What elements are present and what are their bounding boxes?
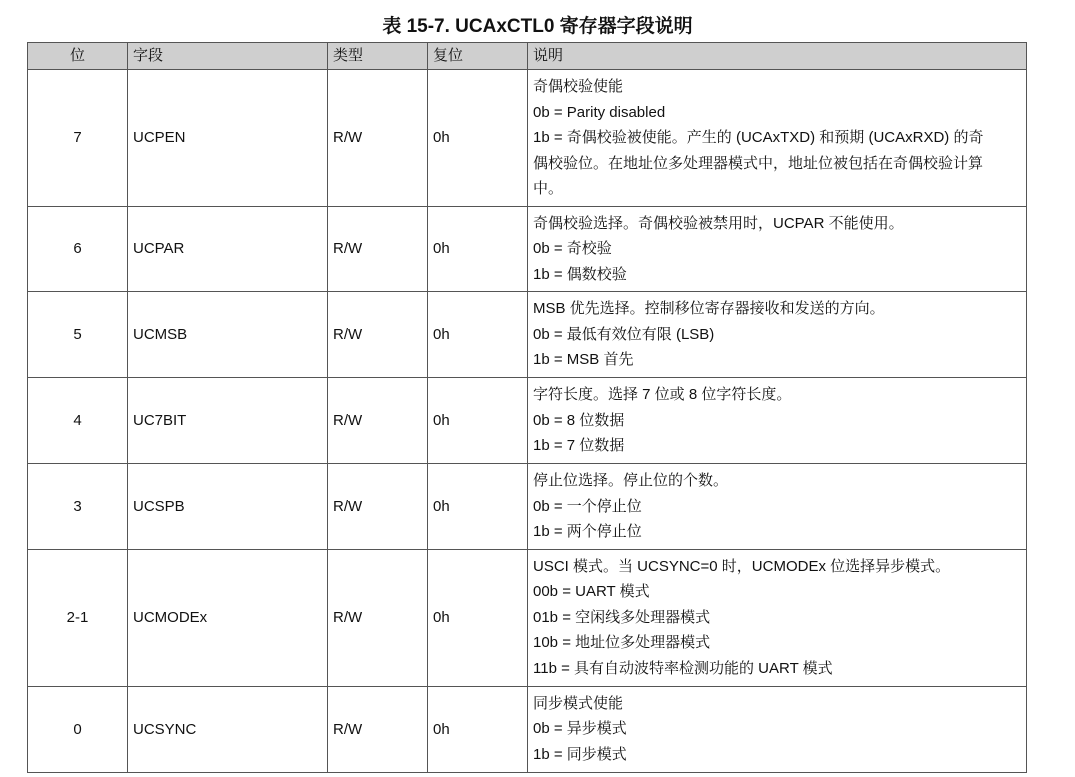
cell-bit: 4 [28, 378, 128, 464]
cell-field: UCPAR [128, 206, 328, 292]
cell-field: UCSPB [128, 464, 328, 550]
description-line: 10b = 地址位多处理器模式 [533, 634, 711, 652]
header-description: 说明 [528, 43, 1027, 70]
table-row [28, 70, 1027, 207]
cell-reset: 0h [428, 686, 528, 772]
cell-type: R/W [328, 70, 428, 207]
description-line: 偶校验位。在地址位多处理器模式中，地址位被包括在奇偶校验计算 [533, 154, 984, 172]
table-row [28, 464, 1027, 550]
description-line: 00b = UART 模式 [533, 583, 650, 601]
description-line: 0b = 8 位数据 [533, 411, 625, 429]
cell-type: R/W [328, 292, 428, 378]
cell-type: R/W [328, 686, 428, 772]
table-row [28, 206, 1027, 292]
cell-field: UCMSB [128, 292, 328, 378]
table-header-row [28, 43, 1027, 70]
cell-bit: 2-1 [28, 549, 128, 686]
cell-bit: 5 [28, 292, 128, 378]
cell-type: R/W [328, 378, 428, 464]
cell-description [528, 70, 1027, 207]
description-line: 0b = 异步模式 [533, 720, 627, 738]
description-line: 停止位选择。停止位的个数。 [533, 472, 729, 489]
description-line: 1b = 两个停止位 [533, 523, 642, 540]
cell-description [528, 549, 1027, 686]
cell-reset: 0h [428, 378, 528, 464]
table-body [28, 70, 1027, 773]
cell-reset: 0h [428, 70, 528, 207]
cell-bit: 3 [28, 464, 128, 550]
description-line: 0b = 奇校验 [533, 240, 612, 257]
cell-reset: 0h [428, 292, 528, 378]
cell-field: UC7BIT [128, 378, 328, 464]
description-line: 同步模式使能 [533, 694, 624, 712]
header-type: 类型 [328, 43, 428, 70]
description-line: 1b = 同步模式 [533, 745, 627, 763]
cell-type: R/W [328, 549, 428, 686]
table-title: 表 15-7. UCAxCTL0 寄存器字段说明 [382, 16, 693, 37]
description-line: USCI 模式。当 UCSYNC=0 时，UCMODEx 位选择异步模式。 [533, 557, 951, 575]
description-line: 1b = 偶数校验 [533, 265, 627, 283]
cell-description [528, 686, 1027, 772]
description-line: 01b = 空闲线多处理器模式 [533, 608, 711, 626]
cell-description [528, 378, 1027, 464]
description-line: 1b = 奇偶校验被使能。产生的 (UCAxTXD) 和预期 (UCAxRXD) 的奇 [533, 129, 984, 146]
table-row [28, 549, 1027, 686]
cell-description [528, 292, 1027, 378]
description-line: 11b = 具有自动波特率检测功能的 UART 模式 [533, 659, 833, 677]
description-line: 0b = 最低有效位有限 (LSB) [533, 325, 715, 343]
header-bit: 位 [28, 43, 128, 70]
description-line: MSB 优先选择。控制移位寄存器接收和发送的方向。 [533, 300, 885, 318]
register-field-table [27, 42, 1027, 773]
header-field: 字段 [128, 43, 328, 70]
cell-description [528, 206, 1027, 292]
description-line: 1b = MSB 首先 [533, 351, 634, 369]
cell-bit: 6 [28, 206, 128, 292]
cell-field: UCPEN [128, 70, 328, 207]
cell-type: R/W [328, 206, 428, 292]
cell-field: UCMODEx [128, 549, 328, 686]
cell-reset: 0h [428, 206, 528, 292]
description-line: 奇偶校验使能 [533, 78, 624, 95]
table-row [28, 292, 1027, 378]
cell-reset: 0h [428, 549, 528, 686]
cell-bit: 7 [28, 70, 128, 207]
description-line: 中。 [533, 180, 564, 197]
cell-description [528, 464, 1027, 550]
cell-type: R/W [328, 464, 428, 550]
table-row [28, 686, 1027, 772]
description-line: 0b = Parity disabled [533, 103, 666, 121]
table-row [28, 378, 1027, 464]
cell-reset: 0h [428, 464, 528, 550]
description-line: 1b = 7 位数据 [533, 437, 625, 455]
cell-bit: 0 [28, 686, 128, 772]
description-line: 奇偶校验选择。奇偶校验被禁用时，UCPAR 不能使用。 [533, 214, 904, 232]
header-reset: 复位 [428, 43, 528, 70]
cell-field: UCSYNC [128, 686, 328, 772]
description-line: 0b = 一个停止位 [533, 497, 642, 515]
description-line: 字符长度。选择 7 位或 8 位字符长度。 [533, 386, 792, 404]
